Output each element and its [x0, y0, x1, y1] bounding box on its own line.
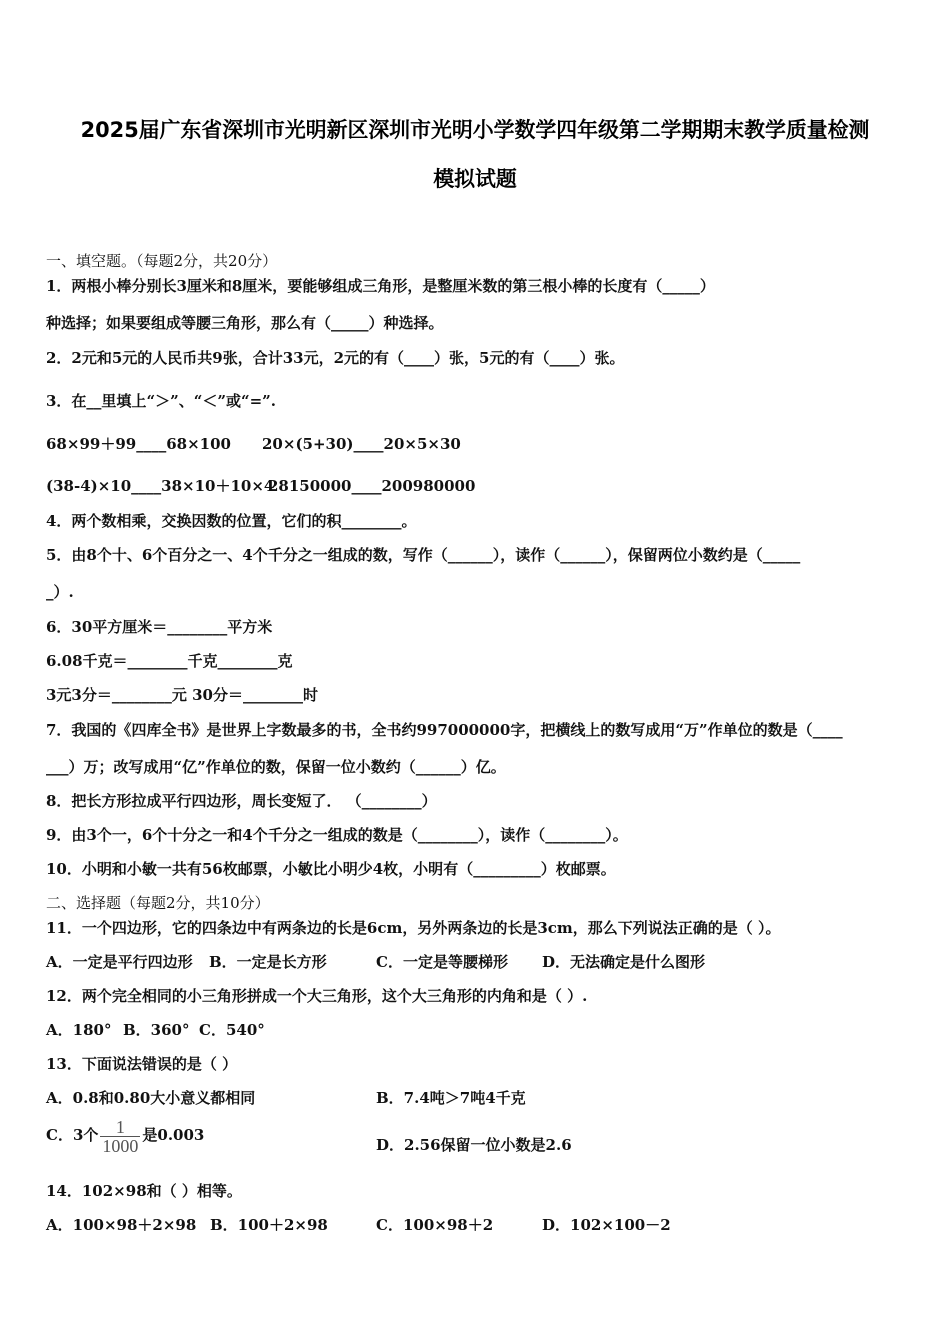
- q3-item-c: (38-4)×10____38×10＋10×4: [46, 477, 275, 495]
- q10-text: 10．小明和小敏一共有56枚邮票，小敏比小明少4枚，小明有（_________）枚邮票。: [46, 860, 616, 878]
- q3-stem: 3．在__里填上“＞”、“＜”或“=”.: [46, 392, 276, 410]
- q3-item-b: 20×(5+30)____20×5×30: [262, 435, 461, 453]
- fraction-one-thousandth: [100, 1118, 140, 1155]
- q2-text: 2．2元和5元的人民币共9张，合计33元，2元的有（____）张，5元的有（____）张。: [46, 349, 625, 367]
- q9-text: 9．由3个一，6个十分之一和4个千分之一组成的数是（________），读作（________）。: [46, 826, 628, 844]
- q5-line1: 5．由8个十、6个百分之一、4个千分之一组成的数，写作（______），读作（______），保留两位小数约是（_____: [46, 546, 801, 564]
- q6-line2: 6.08千克＝________千克________克: [46, 652, 293, 670]
- q11-option-d: D．无法确定是什么图形: [542, 953, 706, 971]
- fraction-numerator: 1: [100, 1118, 140, 1137]
- fraction-denominator: 1000: [102, 1135, 139, 1156]
- q12-option-b: B．360°: [123, 1021, 190, 1039]
- q12-option-c: C．540°: [199, 1021, 265, 1039]
- q13-option-c: [46, 1117, 204, 1155]
- q13-option-c-prefix: C．3个: [46, 1126, 99, 1144]
- q14-stem: 14．102×98和（ ）相等。: [46, 1182, 242, 1200]
- q5-line2: _）.: [46, 583, 74, 601]
- q1-line2: 种选择；如果要组成等腰三角形，那么有（_____）种选择。: [46, 314, 444, 332]
- q4-text: 4．两个数相乘，交换因数的位置，它们的积________。: [46, 512, 417, 530]
- q6-line1: 6．30平方厘米＝________平方米: [46, 618, 273, 636]
- q12-option-a: A．180°: [46, 1021, 112, 1039]
- section2-heading: 二、选择题（每题2分，共10分）: [46, 894, 270, 912]
- q3-item-d: 28150000____200980000: [268, 477, 476, 495]
- q8-text: 8．把长方形拉成平行四边形，周长变短了． （________）: [46, 792, 437, 810]
- exam-title-line1: 2025届广东省深圳市光明新区深圳市光明小学数学四年级第二学期期末教学质量检测: [80, 118, 870, 142]
- q3-item-a: 68×99＋99____68×100: [46, 435, 231, 453]
- q12-stem: 12．两个完全相同的小三角形拼成一个大三角形，这个大三角形的内角和是（ ）.: [46, 987, 588, 1005]
- q13-option-a: A．0.8和0.80大小意义都相同: [46, 1089, 256, 1107]
- q11-option-c: C．一定是等腰梯形: [376, 953, 508, 971]
- q7-line2: ___）万；改写成用“亿”作单位的数，保留一位小数约（______）亿。: [46, 758, 506, 776]
- q13-option-b: B．7.4吨＞7吨4千克: [376, 1089, 526, 1107]
- exam-title-line2: 模拟试题: [433, 167, 517, 191]
- q11-stem: 11．一个四边形，它的四条边中有两条边的长是6cm，另外两条边的长是3cm，那么下列说法正确的是（ ）。: [46, 919, 781, 937]
- q13-stem: 13．下面说法错误的是（ ）: [46, 1055, 238, 1073]
- q7-line1: 7．我国的《四库全书》是世界上字数最多的书，全书约997000000字，把横线上的数写成用“万”作单位的数是（____: [46, 721, 843, 739]
- q14-option-d: D．102×100－2: [542, 1216, 671, 1234]
- q11-option-b: B．一定是长方形: [209, 953, 327, 971]
- q14-option-b: B．100＋2×98: [210, 1216, 328, 1234]
- q13-option-d: D．2.56保留一位小数是2.6: [376, 1136, 572, 1154]
- q11-option-a: A．一定是平行四边形: [46, 953, 193, 971]
- q13-option-c-suffix: 是0.003: [142, 1126, 205, 1144]
- q1-line1: 1．两根小棒分别长3厘米和8厘米，要能够组成三角形，是整厘米数的第三根小棒的长度有（_____）: [46, 277, 715, 295]
- q14-option-c: C．100×98＋2: [376, 1216, 494, 1234]
- q14-option-a: A．100×98＋2×98: [46, 1216, 197, 1234]
- q6-line3: 3元3分＝________元 30分＝________时: [46, 686, 318, 704]
- section1-heading: 一、填空题。（每题2分，共20分）: [46, 252, 278, 270]
